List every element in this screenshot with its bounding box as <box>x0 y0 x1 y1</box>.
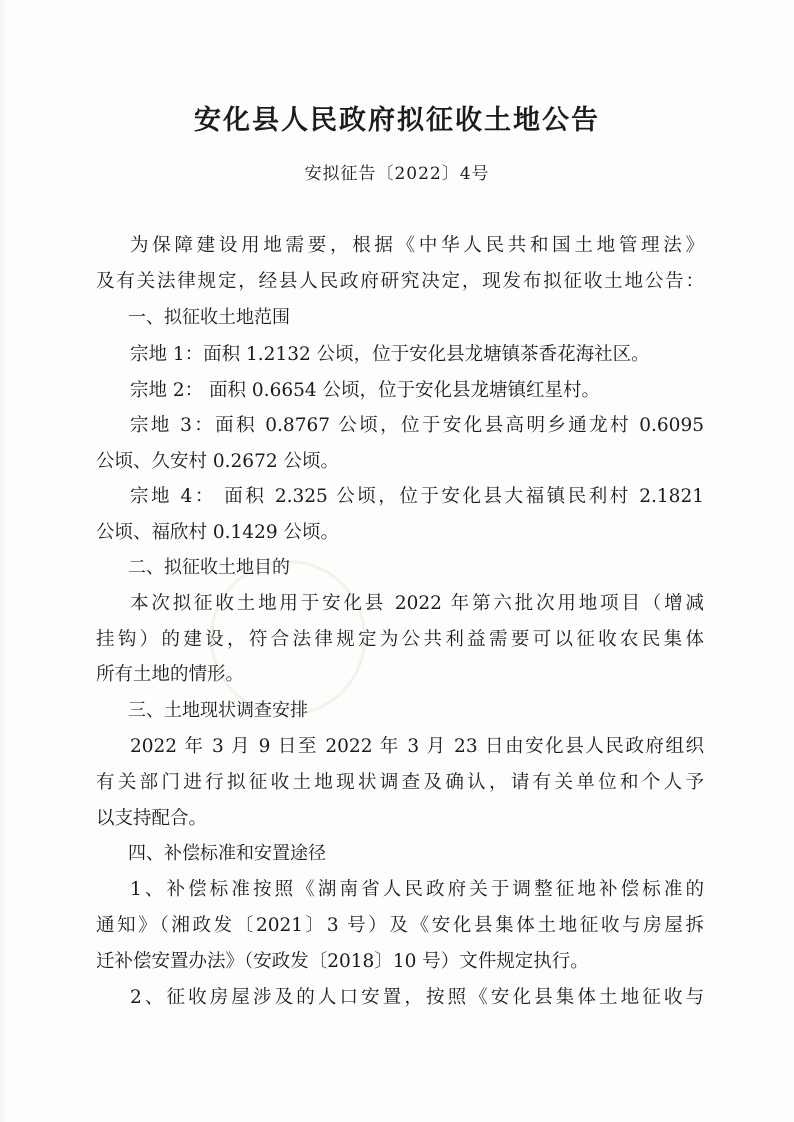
purpose-line-2: 挂钩）的建设，符合法律规定为公共利益需要可以征收农民集体 <box>96 629 704 650</box>
parcel-2-line: 宗地 2： 面积 0.6654 公顷，位于安化县龙塘镇红星村。 <box>130 380 601 401</box>
compensation-line-2: 通知》（湘政发〔2021〕3 号）及《安化县集体土地征收与房屋拆 <box>96 915 704 936</box>
compensation-line-1: 1、补偿标准按照《湖南省人民政府关于调整征地补偿标准的 <box>130 879 704 900</box>
section-heading-2: 二、拟征收土地目的 <box>128 557 290 578</box>
purpose-line-3: 所有土地的情形。 <box>96 664 245 685</box>
compensation-line-3: 迁补偿安置办法》（安政发〔2018〕10 号）文件规定执行。 <box>96 951 589 972</box>
resettlement-line-1: 2、征收房屋涉及的人口安置，按照《安化县集体土地征收与 <box>130 987 704 1008</box>
parcel-3-line-1: 宗地 3：面积 0.8767 公顷，位于安化县高明乡通龙村 0.6095 <box>130 415 704 436</box>
survey-line-1: 2022 年 3 月 9 日至 2022 年 3 月 23 日由安化县人民政府组织 <box>130 736 704 757</box>
intro-line-2: 及有关法律规定，经县人民政府研究决定，现发布拟征收土地公告： <box>96 271 704 292</box>
section-heading-1: 一、拟征收土地范围 <box>128 307 290 328</box>
document-number: 安拟征告〔2022〕4号 <box>304 164 490 184</box>
intro-line-1: 为保障建设用地需要，根据《中华人民共和国土地管理法》 <box>130 235 704 256</box>
section-heading-3: 三、土地现状调查安排 <box>128 700 308 721</box>
section-heading-4: 四、补偿标准和安置途径 <box>128 843 326 864</box>
parcel-4-line-1: 宗地 4： 面积 2.325 公顷，位于安化县大福镇民利村 2.1821 <box>130 486 704 507</box>
parcel-4-line-2: 公顷、福欣村 0.1429 公顷。 <box>96 522 339 543</box>
survey-line-3: 以支持配合。 <box>96 808 208 829</box>
survey-line-2: 有关部门进行拟征收土地现状调查及确认，请有关单位和个人予 <box>96 772 704 793</box>
parcel-1-line: 宗地 1：面积 1.2132 公顷，位于安化县龙塘镇茶香花海社区。 <box>130 344 650 365</box>
purpose-line-1: 本次拟征收土地用于安化县 2022 年第六批次用地项目（增减 <box>130 593 704 614</box>
document-title: 安化县人民政府拟征收土地公告 <box>194 105 600 136</box>
parcel-3-line-2: 公顷、久安村 0.2672 公顷。 <box>96 451 339 472</box>
